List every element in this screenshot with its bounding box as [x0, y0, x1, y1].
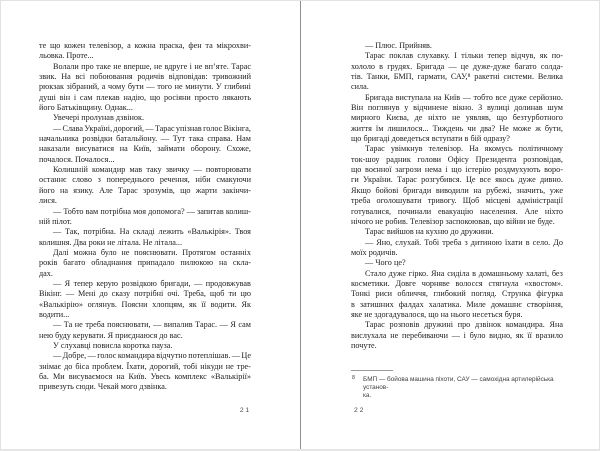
text-line: Далі можна було не пояснювати. Протягом останніх	[53, 247, 251, 257]
text-line: що бригаді доведеться вступати в бій одразу?	[351, 134, 510, 144]
text-line: треба оголошувати тривогу. Щоб місцеві адміністрації	[351, 196, 563, 206]
text-line: яке не здогадувалося, що на нього несеться буря.	[351, 309, 523, 319]
text-line: начальника розвідки батальйону. — Тут така справа. Нам	[39, 134, 251, 144]
text-line: — Слава Україні, дорогий, — Тарас упізнав голос Вікінга,	[53, 123, 251, 133]
page-number-22: 22	[354, 407, 366, 414]
text-line: Тарас увімкнув телевізор. На якомусь політичному	[365, 144, 563, 154]
text-line: тів. Танки, БМП, гармати, САУ,⁸ ракетні системи. Велика	[351, 72, 563, 82]
text-line: Тарас вийшов на кухню до дружини.	[365, 227, 494, 237]
text-line: — Тобто вам потрібна моя допомога? — запитав колиш-	[53, 206, 251, 216]
text-line: льовка. Проте...	[39, 51, 94, 61]
text-line: сила.	[351, 82, 369, 92]
text-line: Якщо бойові бригади виводили на рубежі, значить, уже	[351, 185, 563, 195]
text-line: звик. На всі побоювання родичів відповідав: тривожний	[39, 72, 251, 82]
text-line: Волали про таке не вперше, не вдруге і не вп’яте. Тарас	[53, 61, 251, 71]
page-number-21: 21	[239, 407, 251, 414]
text-line: ток-шоу радник голови Офісу Президента розповідав,	[351, 154, 563, 164]
page-21-text	[39, 41, 251, 393]
text-line: мирного Києва, де ніхто не уявляв, що безтурботного	[351, 113, 563, 123]
text-line: нею буду керувати. Я приєднаюся до вас.	[39, 330, 183, 340]
text-line: хололо в грудях. Бригада — це дуже-дуже багато солда-	[351, 61, 563, 71]
text-line: косметики. Довге чорняве волосся стягнула «хвостом».	[351, 278, 563, 288]
text-line: що воєнної загрози нема і що істерію роздмухують воро-	[351, 165, 563, 175]
text-line: моїх родичів.	[351, 247, 398, 257]
text-line: ба. Ми висуваємося на Київ. Увесь комплекс «Валькірії»	[39, 372, 251, 381]
text-line: наказали висуватися на Київ, займати оборону. Схоже,	[39, 144, 251, 154]
text-line: — Так, потрібна. На складі лежить «Валькірія». Твоя	[53, 227, 251, 237]
footnote	[351, 376, 563, 401]
text-line: привезуть сюди. Чекай мого дзвінка.	[39, 382, 167, 392]
footnote-rule	[351, 370, 393, 371]
text-line: Увечері пролунав дзвінок.	[53, 113, 144, 123]
text-line: знімає до біса проблем. Їхати, дорогий, тобі нікуди не тре-	[39, 361, 251, 371]
text-line: — Добре, — голос командира відчутно потеплішав. — Це	[53, 351, 251, 361]
text-line: — Чого це?	[365, 258, 406, 268]
text-line: Колишній командир мав таку звичку — повторювати	[53, 165, 251, 175]
text-line: його на язику. Але Тарас зрозумів, що жарти закінчи-	[39, 185, 251, 195]
text-line: готувалися, починали евакуацію населення. Але ніхто	[351, 206, 563, 216]
footnote-line: ка.	[363, 392, 372, 400]
text-line: Він поглянув у відчинене вікно. З вулиці долинав шум	[351, 103, 563, 113]
text-line: нічого не робив. Телевізор заспокоював, що війни не буде.	[351, 216, 555, 226]
text-line: Вікінг. — Мені до сказу потрібні очі. Треба, щоб ти цю	[39, 289, 251, 299]
text-line: душі він і сам плекав надію, що росіяни просто лякають	[39, 92, 251, 102]
text-line: водити...	[39, 309, 70, 319]
page-22-text	[351, 41, 563, 351]
text-line: життя їм лишилося... Тиждень чи два? Не може ж бути,	[351, 123, 563, 133]
footnote-marker: 8	[352, 375, 355, 381]
text-line: лися.	[39, 196, 57, 206]
text-line: — Плюс. Прийняв.	[365, 41, 432, 50]
text-line: Стало дуже гірко. Яна сиділа в домашньому халаті, без	[365, 268, 563, 278]
text-line: вислухала не перебиваючи — і було видно, як її вразило	[351, 330, 563, 340]
text-line: Тонкі риси обличчя, глибокий погляд. Струнка фігурка	[351, 289, 563, 299]
text-line: У слухавці повисла коротка пауза.	[53, 340, 173, 350]
page-divider	[300, 1, 301, 451]
text-line: ній пілот.	[39, 216, 72, 226]
text-line: — Яно, слухай. Тобі треба з дитиною їхати в село. До	[365, 237, 563, 247]
text-line: його Батьківщину. Однак...	[39, 103, 133, 113]
text-line: — Я тепер керую розвідкою бригади, — продовжував	[53, 278, 251, 288]
text-line: рюкзак зібраний, а чому бути — того не минути. У глибині	[39, 82, 251, 92]
text-line: Бригада виступала на Київ — тобто все дуже серйозно.	[365, 92, 563, 102]
text-line: останнє слово з попереднього речення, ніби смакуючи	[39, 175, 251, 185]
footnote-line: БМП — бойова машина піхоти, САУ — самохідна артилерійська установ-	[363, 376, 554, 392]
text-line: Тарас поклав слухавку. І тільки тепер відчув, як по-	[365, 51, 563, 61]
text-line: в затишних фалдах халатика. Миле домашнє створіння,	[351, 299, 563, 309]
text-line: років багато обладнання припадало пилюкою на скла-	[39, 258, 251, 268]
text-line: ги України. Тарас розгубився. Це все якось дуже дивно.	[351, 175, 563, 185]
text-line: дах.	[39, 268, 53, 278]
text-line: почуте.	[351, 340, 377, 350]
text-line: почалося. Почалося...	[39, 154, 115, 164]
text-line: Тарас розповів дружині про дзвінок командира. Яна	[365, 320, 563, 330]
text-line: — Та не треба пояснювати, — випалив Тарас. — Я сам	[53, 320, 251, 330]
text-line: колишня. Два роки не літала. Не літала...	[39, 237, 182, 247]
text-line: «Валькірію» оглянув. Поясни хлопцям, як її водити. Як	[39, 299, 251, 309]
text-line: те що кожен телевізор, а кожна праска, фен та мікрохви-	[39, 41, 251, 50]
